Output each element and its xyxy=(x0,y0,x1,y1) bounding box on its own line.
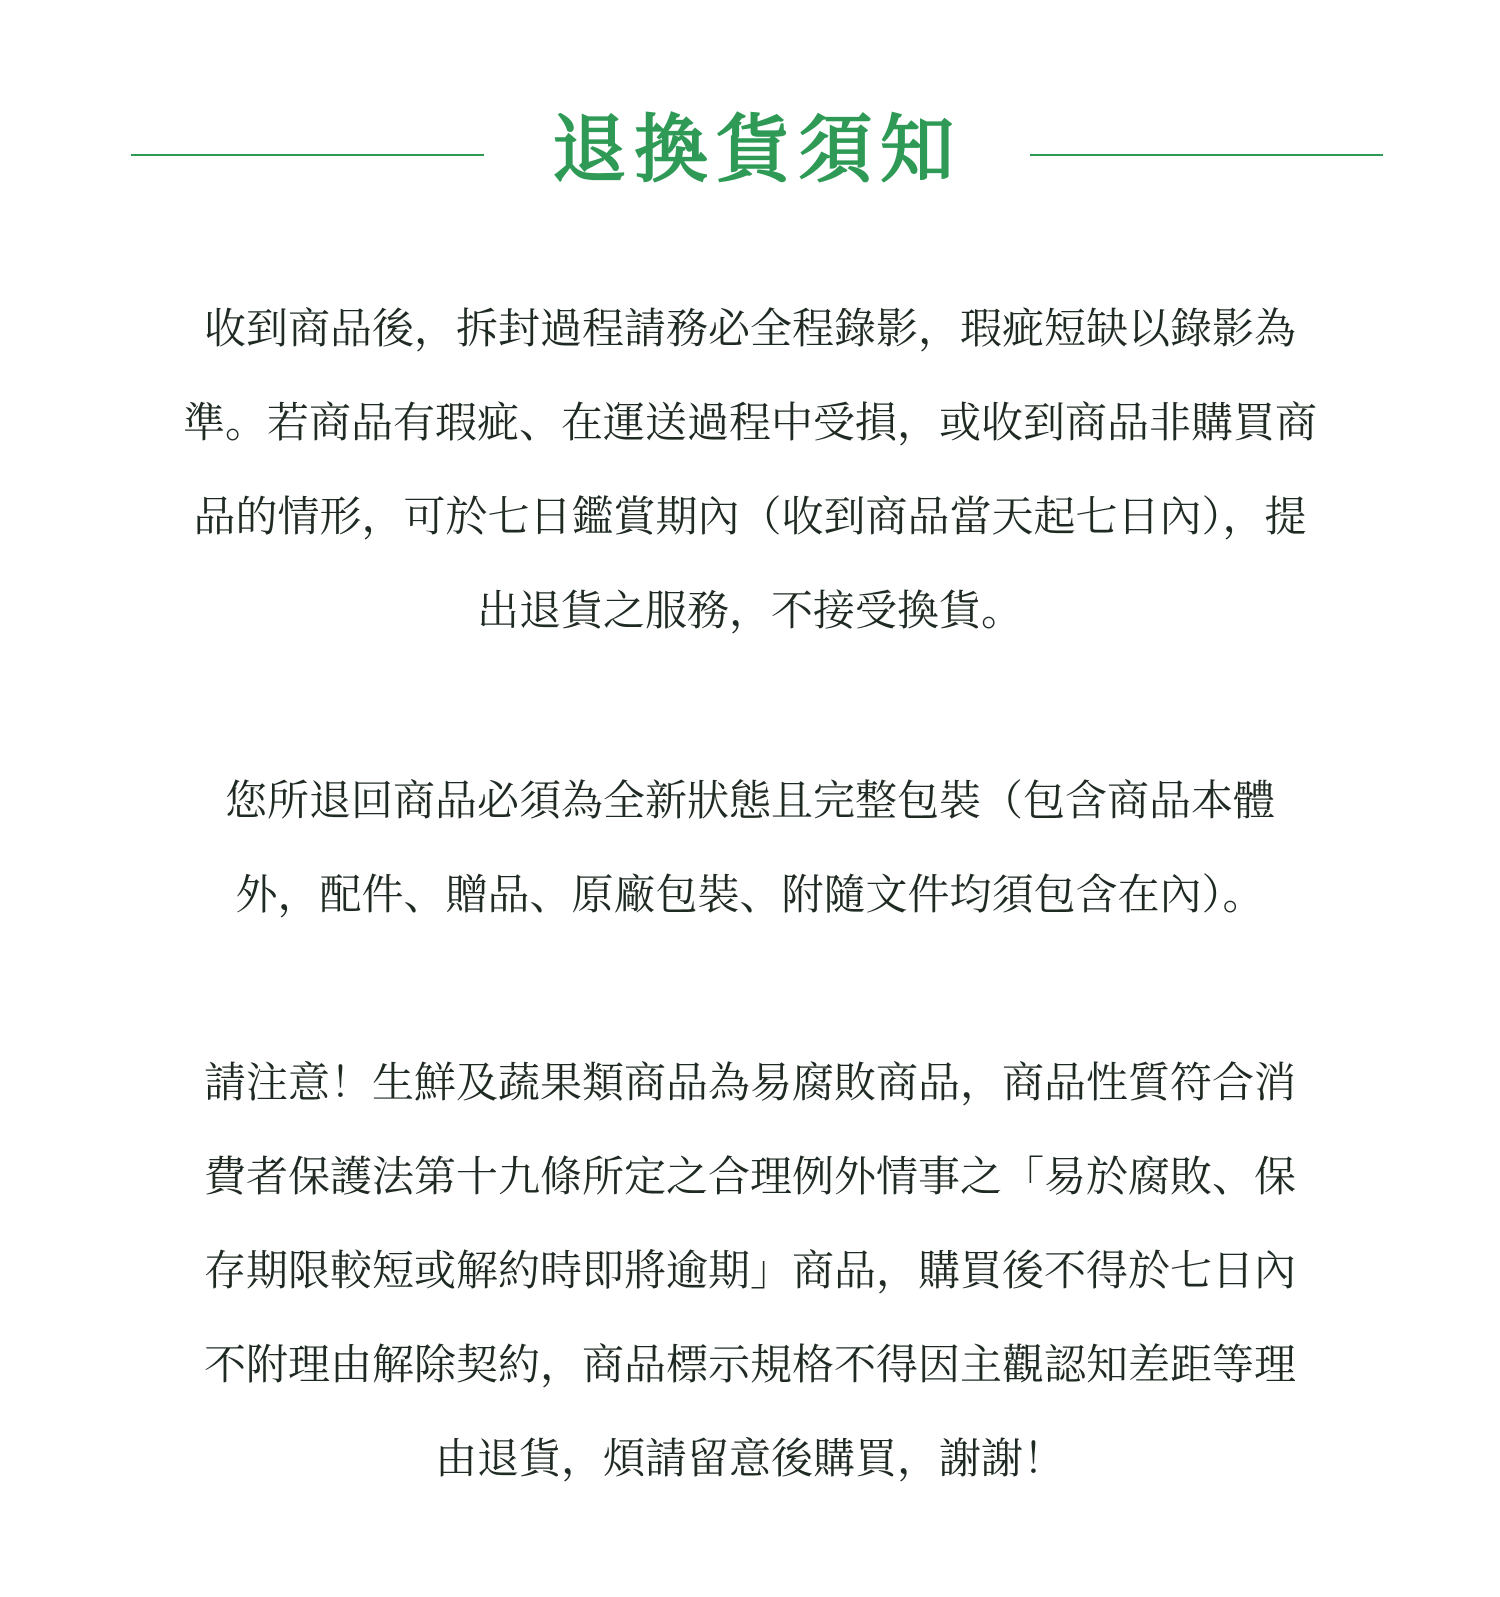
paragraph-line: 外，配件、贈品、原廠包裝、附隨文件均須包含在內）。 xyxy=(235,870,1265,919)
paragraph-unboxing-return-policy xyxy=(140,282,1360,658)
paragraph-line: 不附理由解除契約，商品標示規格不得因主觀認知差距等理 xyxy=(203,1340,1296,1389)
header-divider-left xyxy=(131,154,484,156)
paragraph-return-condition xyxy=(140,754,1360,942)
paragraph-line: 準。若商品有瑕疵、在運送過程中受損，或收到商品非購買商 xyxy=(182,398,1317,447)
paragraph-line: 出退貨之服務，不接受換貨。 xyxy=(476,586,1023,635)
header-divider-right xyxy=(1030,154,1383,156)
paragraph-line: 請注意！生鮮及蔬果類商品為易腐敗商品，商品性質符合消 xyxy=(203,1058,1296,1107)
paragraph-line: 品的情形，可於七日鑑賞期內（收到商品當天起七日內），提 xyxy=(193,492,1307,541)
paragraph-line: 存期限較短或解約時即將逾期」商品，購買後不得於七日內 xyxy=(203,1246,1296,1295)
paragraph-line: 您所退回商品必須為全新狀態且完整包裝（包含商品本體 xyxy=(224,776,1275,825)
notice-header xyxy=(0,100,1500,200)
paragraph-line: 費者保護法第十九條所定之合理例外情事之「易於腐敗、保 xyxy=(203,1152,1296,1201)
paragraph-line: 由退貨，煩請留意後購買，謝謝！ xyxy=(434,1434,1065,1483)
paragraph-perishable-notice xyxy=(140,1036,1360,1506)
page-title: 退換貨須知 xyxy=(552,107,962,193)
paragraph-line: 收到商品後，拆封過程請務必全程錄影，瑕疵短缺以錄影為 xyxy=(203,304,1296,353)
